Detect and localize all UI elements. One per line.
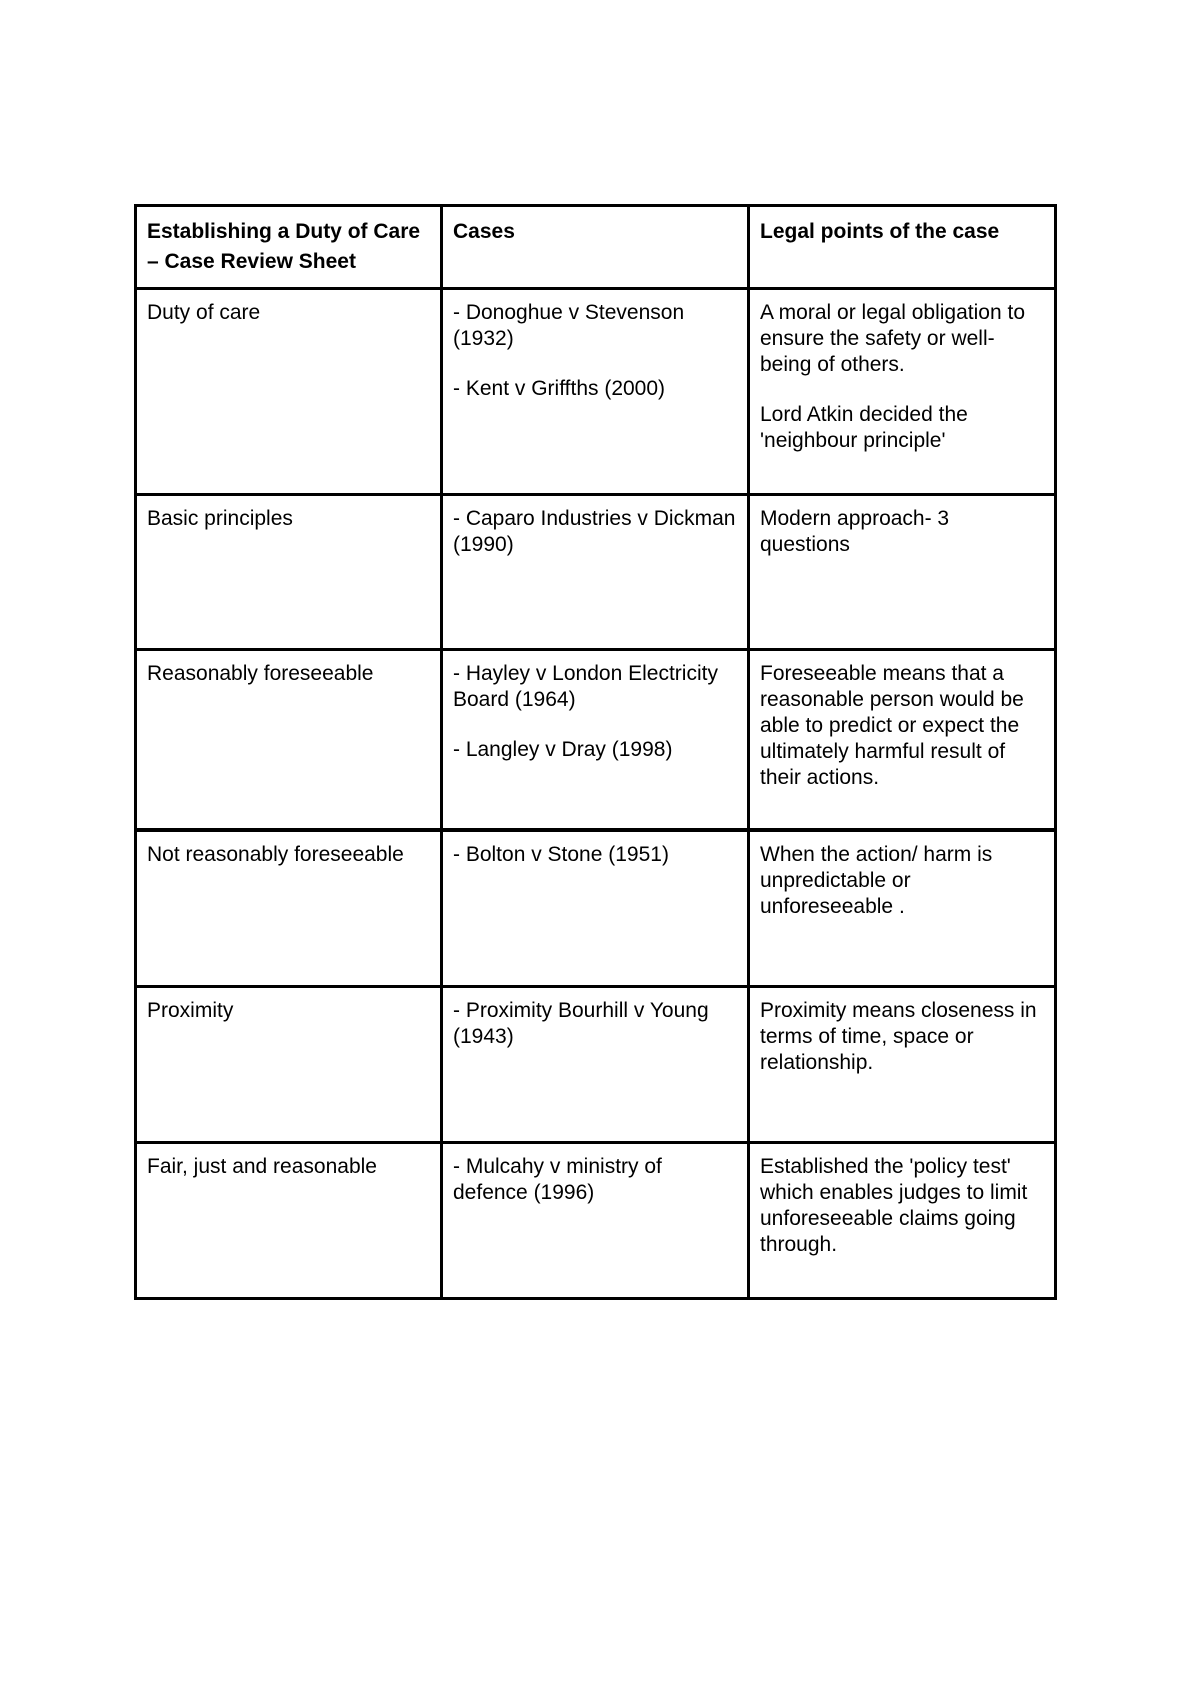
topic-cell: Reasonably foreseeable [136,650,442,831]
table-row [136,650,1056,831]
case-item: - Donoghue v Stevenson (1932) [453,301,685,350]
topic-cell: Basic principles [136,495,442,650]
legal-point: Lord Atkin decided the 'neighbour principle' [760,403,968,452]
table-row [136,1143,1056,1299]
cases-cell [442,1143,749,1299]
topic-cell: Proximity [136,987,442,1143]
table-row [136,830,1056,987]
cases-cell [442,987,749,1143]
legal-points-cell [749,650,1056,831]
case-item: - Proximity Bourhill v Young (1943) [453,999,709,1048]
case-item: - Mulcahy v ministry of defence (1996) [453,1155,662,1204]
legal-point: Proximity means closeness in terms of time, space or relationship. [760,999,1037,1074]
legal-point: A moral or legal obligation to ensure the safety or well-being of others. [760,301,1025,376]
cases-cell [442,289,749,495]
cases-cell [442,830,749,987]
legal-point: Modern approach- 3 questions [760,507,950,556]
legal-points-cell [749,987,1056,1143]
topic-cell: Duty of care [136,289,442,495]
case-review-table [134,204,1057,1300]
legal-point: When the action/ harm is unpredictable or unforeseeable . [760,843,993,918]
table-row [136,289,1056,495]
legal-points-cell [749,1143,1056,1299]
table-header-row [136,206,1056,289]
topic-cell: Not reasonably foreseeable [136,830,442,987]
legal-points-cell [749,830,1056,987]
cases-cell [442,495,749,650]
case-item: - Langley v Dray (1998) [453,738,673,761]
cases-cell [442,650,749,831]
legal-points-cell [749,495,1056,650]
legal-point: Established the 'policy test' which enables judges to limit unforeseeable claims going through. [760,1155,1028,1256]
case-item: - Caparo Industries v Dickman (1990) [453,507,736,556]
case-item: - Hayley v London Electricity Board (1964) [453,662,718,711]
legal-point: Foreseeable means that a reasonable person would be able to predict or expect the ultimately harmful result of their actions. [760,662,1024,789]
table-row [136,495,1056,650]
topic-cell: Fair, just and reasonable [136,1143,442,1299]
table-row [136,987,1056,1143]
header-topic: Establishing a Duty of Care – Case Review Sheet [136,206,442,289]
header-cases: Cases [442,206,749,289]
header-legal-points: Legal points of the case [749,206,1056,289]
case-item: - Bolton v Stone (1951) [453,843,669,866]
legal-points-cell [749,289,1056,495]
case-item: - Kent v Griffths (2000) [453,377,666,400]
